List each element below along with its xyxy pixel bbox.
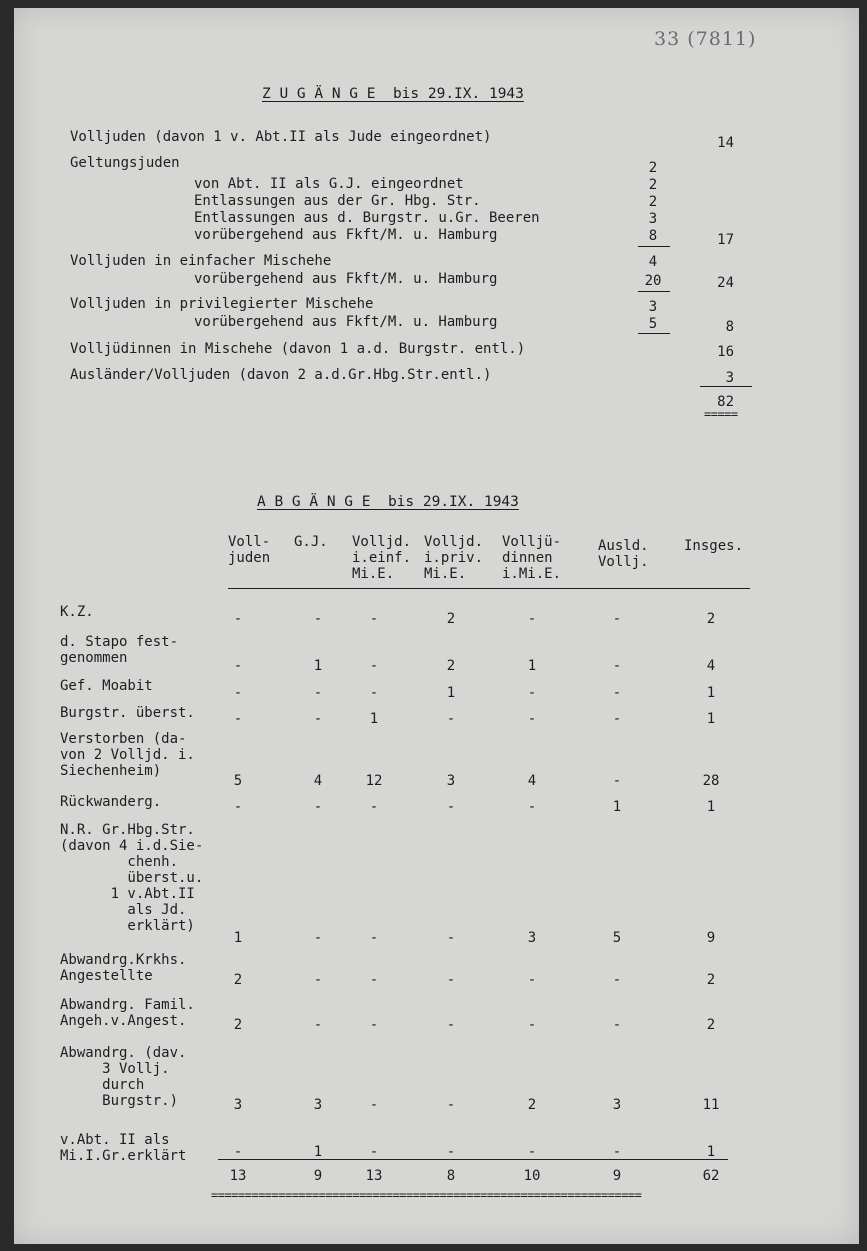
abgaenge-title: A B G Ä N G E bis 29.IX. 1943 (257, 494, 519, 510)
column-header: Volljü- dinnen i.Mi.E. (502, 534, 562, 582)
zugaenge-line: Volljuden (davon 1 v. Abt.II als Jude eingeordnet) (70, 129, 492, 145)
row-label: Abwandrg. Famil. Angeh.v.Angest. (60, 997, 195, 1029)
table-cell: - (369, 658, 379, 674)
column-total: 13 (229, 1168, 247, 1184)
zugaenge-subvalue: 2 (648, 194, 658, 210)
zugaenge-line: von Abt. II als G.J. eingeordnet (194, 176, 464, 192)
zugaenge-subvalue: 4 (648, 254, 658, 270)
zugaenge-line: vorübergehend aus Fkft/M. u. Hamburg (194, 314, 498, 330)
sum-rule (638, 246, 670, 247)
column-total: 8 (446, 1168, 456, 1184)
table-cell: - (612, 1144, 622, 1160)
table-cell: 1 (706, 799, 716, 815)
column-total: 13 (365, 1168, 383, 1184)
table-cell: - (313, 685, 323, 701)
zugaenge-line: vorübergehend aus Fkft/M. u. Hamburg (194, 271, 498, 287)
table-cell: 2 (527, 1097, 537, 1113)
column-header: Volljd. i.einf. Mi.E. (352, 534, 412, 582)
row-label: Abwandrg. (dav. 3 Vollj. durch Burgstr.) (60, 1045, 187, 1109)
table-cell: 2 (706, 611, 716, 627)
zugaenge-total: 8 (725, 319, 734, 335)
table-cell: 2 (446, 611, 456, 627)
table-cell: - (612, 773, 622, 789)
table-cell: - (369, 799, 379, 815)
column-header: Ausld. Vollj. (598, 538, 649, 570)
table-cell: - (313, 611, 323, 627)
zugaenge-line: Entlassungen aus d. Burgstr. u.Gr. Beeren (194, 210, 540, 226)
table-cell: - (527, 972, 537, 988)
row-label: d. Stapo fest- genommen (60, 634, 179, 666)
zugaenge-total: 3 (725, 370, 734, 386)
table-cell: 1 (612, 799, 622, 815)
table-cell: - (612, 611, 622, 627)
table-cell: - (233, 1144, 243, 1160)
header-rule (228, 588, 750, 589)
table-cell: 11 (702, 1097, 720, 1113)
column-header: Voll- juden (228, 534, 271, 566)
sum-rule (638, 333, 670, 334)
table-cell: - (446, 1017, 456, 1033)
row-label: Rückwanderg. (60, 794, 162, 810)
row-label: K.Z. (60, 604, 94, 620)
table-cell: - (527, 799, 537, 815)
table-cell: - (527, 1144, 537, 1160)
document-page (14, 8, 859, 1244)
column-header: Volljd. i.priv. Mi.E. (424, 534, 484, 582)
zugaenge-subvalue: 2 (648, 160, 658, 176)
row-label: Burgstr. überst. (60, 705, 195, 721)
column-total: 9 (313, 1168, 323, 1184)
zugaenge-line: Volljuden in privilegierter Mischehe (70, 296, 374, 312)
table-cell: 9 (706, 930, 716, 946)
table-cell: - (369, 1097, 379, 1113)
zugaenge-subvalue: 2 (648, 177, 658, 193)
table-cell: - (446, 711, 456, 727)
zugaenge-grand-total: 82 (717, 394, 734, 410)
row-label: Abwandrg.Krkhs. Angestellte (60, 952, 187, 984)
zugaenge-total: 24 (717, 275, 734, 291)
table-cell: - (612, 972, 622, 988)
double-underline: ================================================================ (211, 1188, 642, 1202)
table-cell: - (313, 799, 323, 815)
sum-rule (700, 386, 752, 387)
table-cell: - (313, 1017, 323, 1033)
table-cell: 2 (233, 1017, 243, 1033)
column-header: Insges. (684, 538, 744, 554)
zugaenge-total: 17 (717, 232, 734, 248)
zugaenge-line: vorübergehend aus Fkft/M. u. Hamburg (194, 227, 498, 243)
archive-number: 33 (7811) (654, 28, 757, 50)
table-cell: 5 (612, 930, 622, 946)
table-cell: - (313, 972, 323, 988)
table-cell: 1 (446, 685, 456, 701)
table-cell: - (313, 930, 323, 946)
table-cell: 2 (706, 972, 716, 988)
table-cell: 4 (706, 658, 716, 674)
table-cell: - (369, 1144, 379, 1160)
row-label: N.R. Gr.Hbg.Str. (davon 4 i.d.Sie- chenh. überst.u. 1 v.Abt.II als Jd. erklärt) (60, 822, 204, 934)
zugaenge-subvalue: 5 (648, 316, 658, 332)
table-cell: 2 (706, 1017, 716, 1033)
double-underline: ===== (704, 407, 738, 421)
table-cell: - (527, 711, 537, 727)
zugaenge-line: Volljuden in einfacher Mischehe (70, 253, 332, 269)
zugaenge-total: 16 (717, 344, 734, 360)
zugaenge-line: Entlassungen aus der Gr. Hbg. Str. (194, 193, 481, 209)
column-total: 62 (702, 1168, 720, 1184)
table-cell: - (233, 799, 243, 815)
table-cell: - (313, 711, 323, 727)
table-cell: - (446, 972, 456, 988)
table-cell: 2 (233, 972, 243, 988)
zugaenge-subvalue: 8 (648, 228, 658, 244)
table-cell: - (446, 1144, 456, 1160)
table-cell: 5 (233, 773, 243, 789)
table-cell: 3 (527, 930, 537, 946)
table-cell: 1 (233, 930, 243, 946)
table-cell: 28 (702, 773, 720, 789)
row-label: v.Abt. II als Mi.I.Gr.erklärt (60, 1132, 187, 1164)
table-cell: 4 (527, 773, 537, 789)
table-cell: 1 (706, 685, 716, 701)
table-cell: - (527, 685, 537, 701)
table-cell: 1 (313, 658, 323, 674)
table-cell: - (369, 611, 379, 627)
table-cell: - (527, 611, 537, 627)
column-total: 9 (612, 1168, 622, 1184)
zugaenge-total: 14 (717, 135, 734, 151)
zugaenge-subvalue: 3 (648, 299, 658, 315)
table-cell: - (527, 1017, 537, 1033)
table-cell: - (369, 972, 379, 988)
table-total-rule (218, 1159, 728, 1160)
table-cell: 1 (706, 1144, 716, 1160)
table-cell: 1 (369, 711, 379, 727)
table-cell: - (612, 685, 622, 701)
sum-rule (638, 291, 670, 292)
table-cell: - (446, 930, 456, 946)
table-cell: - (612, 1017, 622, 1033)
table-cell: 1 (706, 711, 716, 727)
zugaenge-subvalue: 3 (648, 211, 658, 227)
table-cell: 4 (313, 773, 323, 789)
table-cell: - (612, 711, 622, 727)
table-cell: - (369, 930, 379, 946)
zugaenge-line: Volljüdinnen in Mischehe (davon 1 a.d. Burgstr. entl.) (70, 341, 526, 357)
column-total: 10 (523, 1168, 541, 1184)
table-cell: - (233, 685, 243, 701)
zugaenge-line: Geltungsjuden (70, 155, 180, 171)
table-cell: - (446, 799, 456, 815)
column-header: G.J. (294, 534, 328, 550)
row-label: Gef. Moabit (60, 678, 153, 694)
table-cell: 3 (612, 1097, 622, 1113)
table-cell: - (369, 1017, 379, 1033)
table-cell: - (369, 685, 379, 701)
table-cell: 1 (527, 658, 537, 674)
table-cell: 3 (313, 1097, 323, 1113)
zugaenge-line: Ausländer/Volljuden (davon 2 a.d.Gr.Hbg.Str.entl.) (70, 367, 492, 383)
table-cell: 3 (233, 1097, 243, 1113)
table-cell: 1 (313, 1144, 323, 1160)
zugaenge-title: Z U G Ä N G E bis 29.IX. 1943 (262, 86, 524, 102)
table-cell: 12 (365, 773, 383, 789)
table-cell: - (233, 658, 243, 674)
table-cell: 3 (446, 773, 456, 789)
table-cell: - (233, 711, 243, 727)
table-cell: 2 (446, 658, 456, 674)
zugaenge-subvalue: 20 (644, 273, 662, 289)
table-cell: - (446, 1097, 456, 1113)
table-cell: - (612, 658, 622, 674)
row-label: Verstorben (da- von 2 Volljd. i. Siechenheim) (60, 731, 195, 779)
table-cell: - (233, 611, 243, 627)
